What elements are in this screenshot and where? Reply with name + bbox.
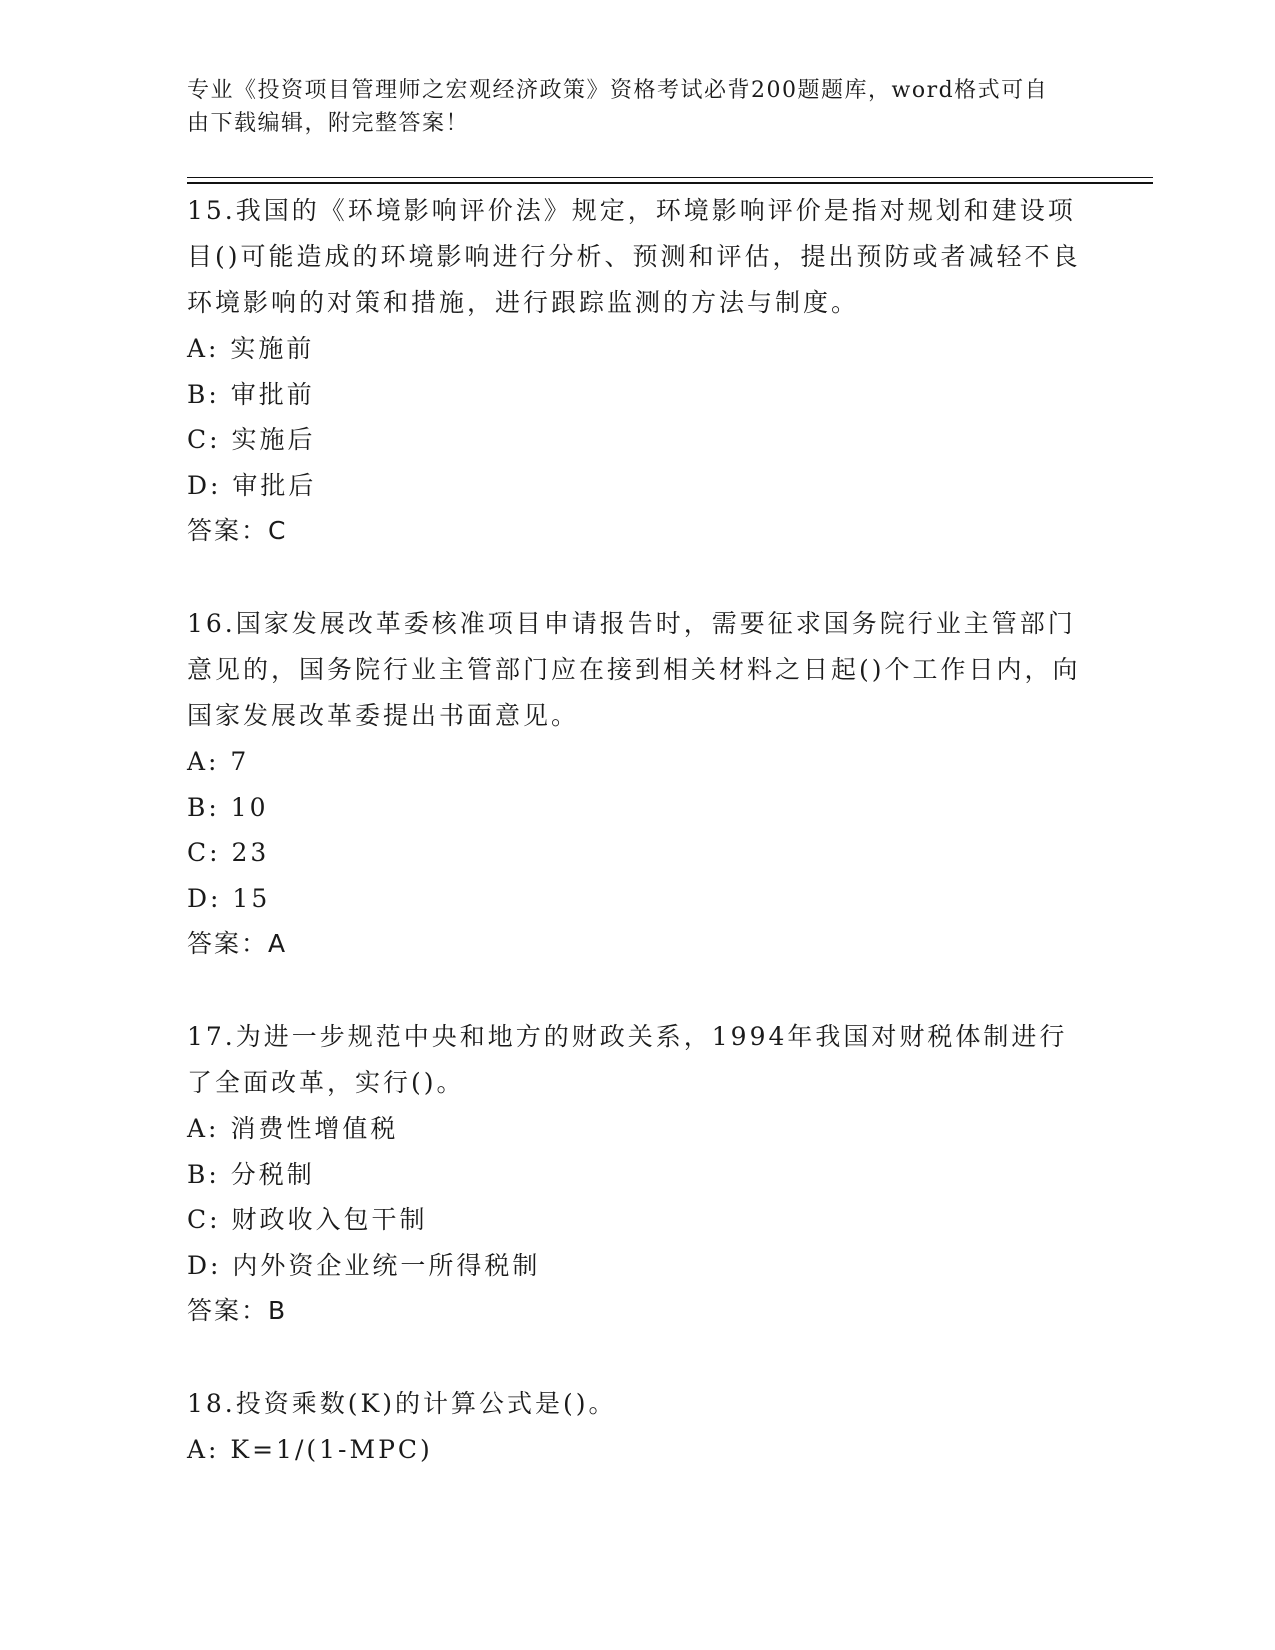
question-15 [187,188,1087,554]
header-rule-thick [187,182,1153,184]
option-d: D: 内外资企业统一所得税制 [187,1250,541,1280]
answer-line: 答案：C [187,516,288,545]
question-16 [187,601,1087,967]
option-d: D: 审批后 [187,470,317,500]
option-c: C: 23 [187,838,270,867]
question-17 [187,1014,1087,1334]
answer-line: 答案：A [187,929,288,958]
question-stem: 18.投资乘数(K)的计算公式是()。 [187,1389,617,1418]
option-a: A: 实施前 [187,334,315,363]
option-a: A: 消费性增值税 [187,1114,399,1143]
option-d: D: 15 [187,883,271,913]
answer-line: 答案：B [187,1296,288,1325]
option-c: C: 实施后 [187,425,316,454]
option-b: B: 10 [187,792,269,822]
question-list [187,188,1087,1520]
option-c: C: 财政收入包干制 [187,1205,428,1234]
option-a: A: K=1/(1-MPC) [187,1435,433,1464]
option-a: A: 7 [187,747,250,776]
question-stem: 16.国家发展改革委核准项目申请报告时，需要征求国务院行业主管部门意见的，国务院行业主管部门应在接到相关材料之日起()个工作日内，向国家发展改革委提出书面意见。 [187,609,1081,730]
header-rule-thin [187,177,1153,178]
question-stem: 15.我国的《环境影响评价法》规定，环境影响评价是指对规划和建设项目()可能造成的环境影响进行分析、预测和评估，提出预防或者减轻不良环境影响的对策和措施，进行跟踪监测的方法与制度。 [187,196,1081,317]
option-b: B: 审批前 [187,379,315,409]
question-stem: 17.为进一步规范中央和地方的财政关系，1994年我国对财税体制进行了全面改革，实行()。 [187,1022,1068,1097]
question-18 [187,1381,1087,1473]
option-b: B: 分税制 [187,1159,315,1189]
document-header: 专业《投资项目管理师之宏观经济政策》资格考试必背200题题库，word格式可自由下载编辑，附完整答案！ [187,78,1049,136]
